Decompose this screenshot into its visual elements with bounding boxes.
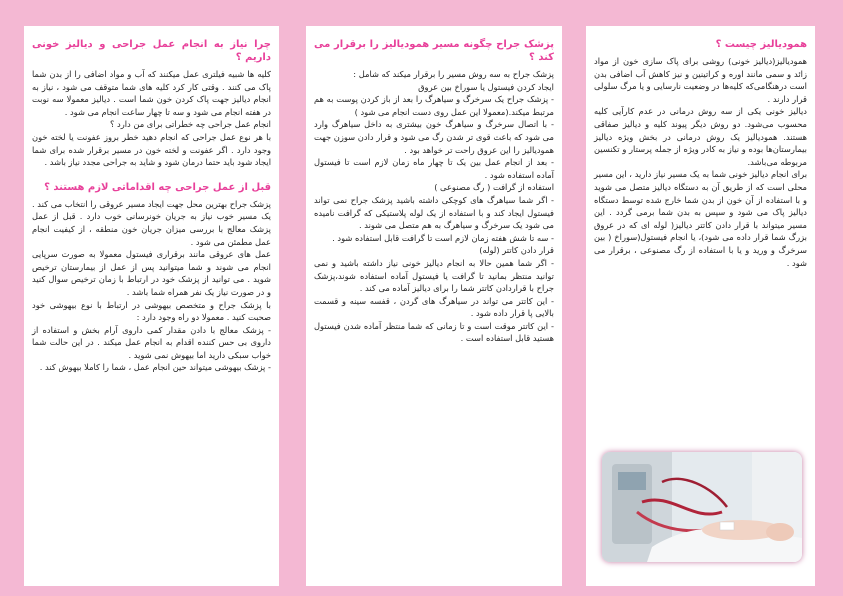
right-column [586, 26, 815, 586]
dialysis-photo [602, 452, 802, 562]
para-why-surgery: کلیه ها شبیه فیلتری عمل میکنند که آب و مواد اضافی را از بدن شما پاک می کنند . وقتی کار کرد کلیه های شما متوقف می شود ، نیاز به انجام دیالیز جهت پاک کردن خون شما است . دیالیز معمولا سه نوبت در هفته انجام می شود و سه تا چهار ساعت انجام می شود . انجام عمل جراحی چه خطراتی برای من دارد ؟ با هر نوع عمل جراحی که انجام دهید خطر بروز عفونت یا لخته خون وجود دارد . اگر عفونت و لخته خون در مسیر برقرار شده برای شما ایجاد شود باید حتما درمان شود و شاید به جراحی مجدد نیاز باشد . [32, 69, 271, 168]
dialysis-illustration [602, 452, 802, 562]
para-what-is-hemodialysis: همودیالیز(دیالیز خونی) روشی برای پاک سازی خون از مواد زائد و سمی مانند اوره و کراتینین و نیز کاهش آب اضافی بدن است درهنگامی‌که کلیه‌ها در وضعیت نارسایی و یا مرگ سلولی قرار دارند . دیالیز خونی یکی از سه روش درمانی در عدم کارآیی کلیه محسوب می‌شود. دو روش دیگر پیوند کلیه و دیالیز صفاقی هستند. همودیالیز یک روش درمانی در بخش ویژه دیالیز بیمارستان‌ها بوده و نیاز به کادر ویژه از جمله پرستار و تکنسین مربوطه می‌باشد. برای انجام دیالیز خونی شما به یک مسیر نیاز دارید ، این مسیر محلی است که از طریق آن به دستگاه دیالیز متصل می شوید و با استفاده از آن خون از بدن شما خارج شده توسط دستگاه دیالیز پاک می شود و سپس به بدن شما برمی گردد . این مسیر میتواند با قرار دادن کاتتر دیالیز( لوله ای که در عروق بزرگ شما قرار داده می شود)، یا انجام فیستول(سوراخ ( بین سرخرگ و ورید و یا با استفاده از رگ مصنوعی ، برقرار می شود . [594, 56, 807, 268]
para-how-access: پزشک جراح به سه روش مسیر را برقرار میکند که شامل : ایجاد کردن فیستول یا سوراخ بین عروق - پزشک جراح یک سرخرگ و سیاهرگ را بعد از باز کردن پوست به هم مرتبط میکند.(معمولا این عمل روی دست انجام می شود ) - با اتصال سرخرگ و سیاهرگ خون بیشتری به داخل سیاهرگ وارد می شود که باعث قوی تر شدن رگ می شود و قرار دادن سوزن جهت همودیالیز را این عروق راحت تر خواهد بود . - بعد از انجام عمل بین یک تا چهار ماه زمان لازم است تا فیستول آماده استفاده شود . استفاده از گرافت ( رگ مصنوعی ) - اگر شما سیاهرگ های کوچکی داشته باشید پزشک جراح نمی تواند فیستول ایجاد کند و با استفاده از یک لوله پلاستیکی که گرافت نامیده می شود یک سرخرگ و سیاهرگ به هم متصل می شوند . - سه تا شش هفته زمان لازم است تا گرافت قابل استفاده شود . قرار دادن کاتتر (لوله) - اگر شما همین حالا به انجام دیالیز خونی نیاز داشته باشید و نمی توانید منتظر بمانید تا گرافت یا فیستول آماده استفاده شوند،پزشک جراح با قراردادن کاتتر شما را برای دیالیز آماده می کند . - این کاتتر می تواند در سیاهرگ های گردن ، قفسه سینه و قسمت بالایی پا قرار داده شود . - این کاتتر موقت است و تا زمانی که شما منتظر آماده شدن فیستول هستید قابل استفاده است . [314, 69, 554, 344]
middle-column [306, 26, 562, 586]
heading-why-surgery: چرا نیاز به انجام عمل جراحی و دیالیز خونی داریم ؟ [32, 39, 271, 63]
heading-how-access: پزشک جراح چگونه مسیر همودیالیز را برقرار می کند ؟ [314, 39, 554, 63]
heading-what-is-hemodialysis: همودیالیز چیست ؟ [715, 39, 807, 50]
left-column [24, 26, 279, 586]
para-before-surgery: پزشک جراح بهترین محل جهت ایجاد مسیر عروقی را انتخاب می کند . یک مسیر خوب نیاز به جریان خونرسانی خوب دارد . قبل از عمل پزشک معالج با بررسی میزان جریان خون منطقه ، از کیفیت انجام عمل مطمئن می شود . عمل های عروقی مانند برقراری فیستول معمولا به صورت سرپایی انجام می شوند و شما میتوانید پس از عمل از بیمارستان ترخیص شوید . می توانید از پزشک خود در ارتباط با زمان ترخیص سوال کنید و در صورت نیاز یک نفر همراه شما باشد . با پزشک جراح و متخصص بیهوشی در ارتباط با نوع بیهوشی خود صحبت کنید . معمولا دو راه وجود دارد : - پزشک معالج با دادن مقدار کمی داروی آرام بخش و استفاده از داروی بی حس کننده اقدام به انجام عمل میکند . در این حالت شما خواب سبکی دارید اما بیهوش نمی شوید . - پزشک بیهوشی میتواند حین انجام عمل ، شما را کاملا بیهوش کند . [32, 198, 271, 373]
heading-before-surgery: قبل از عمل جراحی چه اقداماتی لازم هستند ؟ [44, 181, 271, 193]
